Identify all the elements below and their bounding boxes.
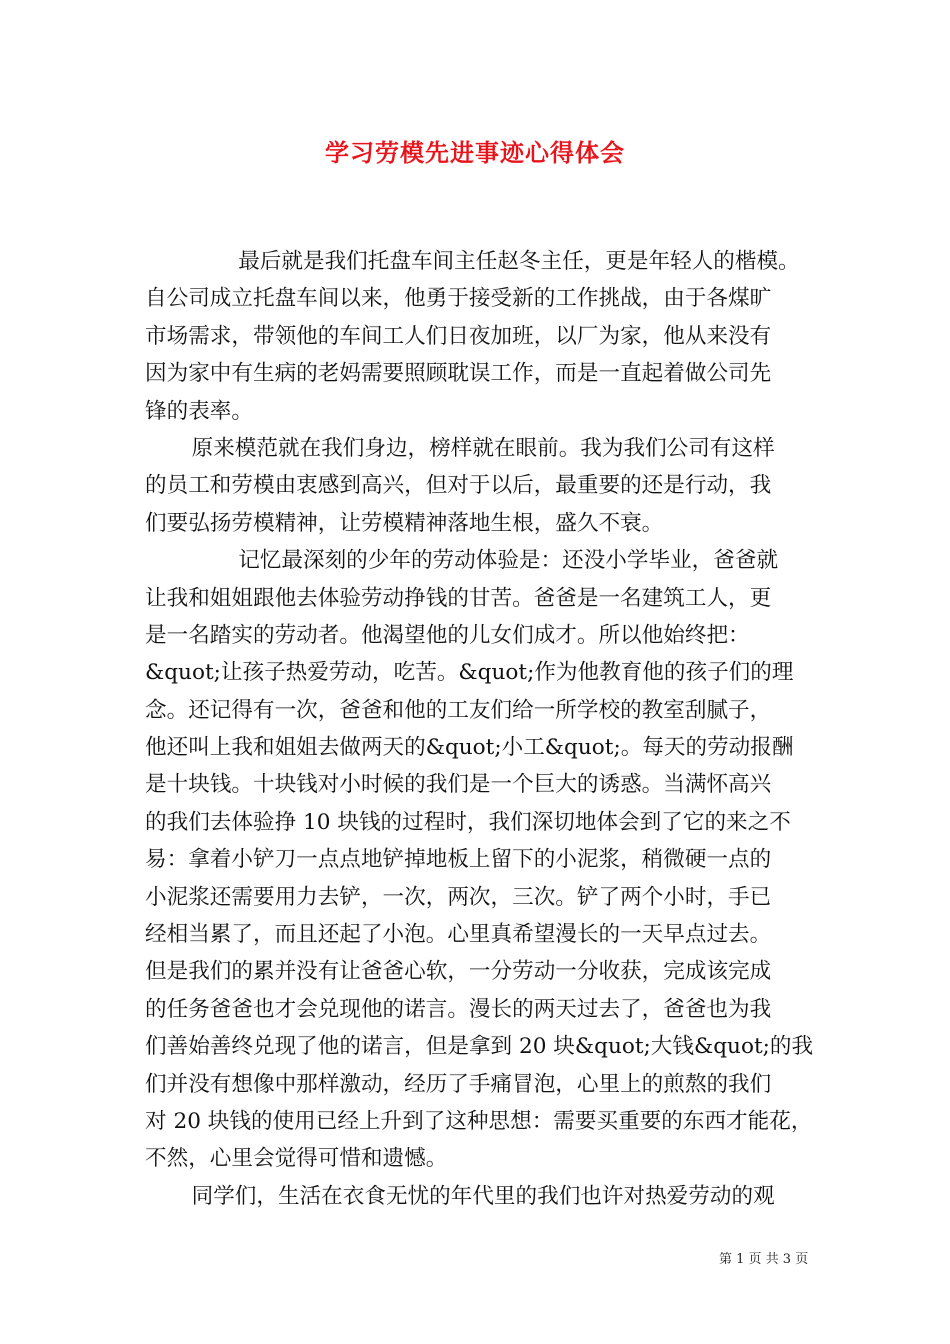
paragraph-3-line: 小泥浆还需要用力去铲，一次，两次，三次。铲了两个小时，手已 — [145, 884, 772, 910]
paragraph-1-line: 锋的表率。 — [145, 398, 253, 424]
paragraph-3-line: 念。还记得有一次，爸爸和他的工友们给一所学校的教室刮腻子， — [145, 697, 772, 723]
paragraph-3-line: 经相当累了，而且还起了小泡。心里真希望漫长的一天早点过去。 — [145, 922, 772, 948]
paragraph-3-line: 不然，心里会觉得可惜和遗憾。 — [145, 1146, 448, 1172]
paragraph-1-line: 因为家中有生病的老妈需要照顾耽误工作，而是一直起着做公司先 — [145, 361, 772, 387]
paragraph-3-line: 对 20 块钱的使用已经上升到了这种思想：需要买重要的东西才能花， — [145, 1108, 813, 1134]
paragraph-3-line: 但是我们的累并没有让爸爸心软，一分劳动一分收获，完成该完成 — [145, 959, 772, 985]
paragraph-3-line: 记忆最深刻的少年的劳动体验是：还没小学毕业，爸爸就 — [238, 548, 779, 574]
paragraph-1-line: 最后就是我们托盘车间主任赵冬主任，更是年轻人的楷模。 — [238, 249, 800, 274]
paragraph-1-line: 自公司成立托盘车间以来，他勇于接受新的工作挑战，由于各煤旷 — [145, 286, 772, 312]
paragraph-3-line: 他还叫上我和姐姐去做两天的&quot;小工&quot;。每天的劳动报酬 — [145, 735, 794, 761]
paragraph-2-line: 们要弘扬劳模精神，让劳模精神落地生根，盛久不衰。 — [145, 510, 664, 536]
paragraph-4-line: 同学们，生活在衣食无忧的年代里的我们也许对热爱劳动的观 — [191, 1183, 775, 1209]
paragraph-3-line: 是一名踏实的劳动者。他渴望他的儿女们成才。所以他始终把： — [145, 622, 750, 648]
document-body — [145, 243, 825, 1215]
paragraph-3-line: 们善始善终兑现了他的诺言，但是拿到 20 块&quot;大钱&quot;的我 — [145, 1034, 814, 1060]
document-title: 学习劳模先进事迹心得体会 — [325, 138, 625, 167]
paragraph-3-line: 让我和姐姐跟他去体验劳动挣钱的甘苦。爸爸是一名建筑工人，更 — [145, 585, 772, 611]
paragraph-3-line: 们并没有想像中那样激动，经历了手痛冒泡，心里上的煎熬的我们 — [145, 1071, 772, 1097]
paragraph-3-line: 是十块钱。十块钱对小时候的我们是一个巨大的诱惑。当满怀高兴 — [145, 772, 772, 798]
paragraph-2-line: 的员工和劳模由衷感到高兴，但对于以后，最重要的还是行动，我 — [145, 473, 772, 499]
paragraph-3-line: 的我们去体验挣 10 块钱的过程时，我们深切地体会到了它的来之不 — [145, 809, 791, 835]
paragraph-1-line: 市场需求，带领他的车间工人们日夜加班，以厂为家，他从来没有 — [145, 323, 772, 349]
paragraph-3-line: 的任务爸爸也才会兑现他的诺言。漫长的两天过去了，爸爸也为我 — [145, 996, 772, 1022]
paragraph-2-line: 原来模范就在我们身边，榜样就在眼前。我为我们公司有这样 — [191, 435, 775, 461]
page-number-footer: 第 1 页 共 3 页 — [719, 1252, 809, 1267]
paragraph-3-line: 易：拿着小铲刀一点点地铲掉地板上留下的小泥浆，稍微硬一点的 — [145, 847, 772, 873]
paragraph-3-line: &quot;让孩子热爱劳动，吃苦。&quot;作为他教育他的孩子们的理 — [145, 660, 794, 686]
